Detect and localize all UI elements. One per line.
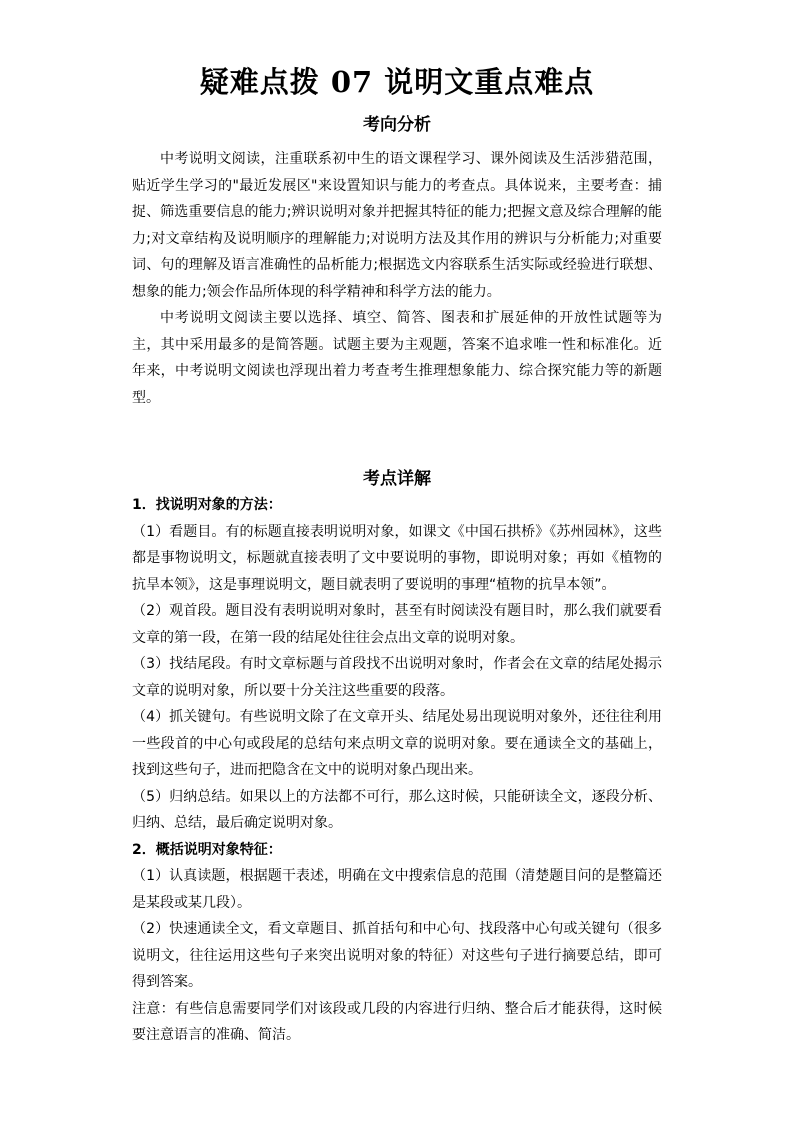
list-item: （3）找结尾段。有时文章标题与首段找不出说明对象时，作者会在文章的结尾处揭示文章的说明对象，所以要十分关注这些重要的段落。 (132, 656, 662, 699)
details-body (132, 492, 662, 1049)
list-item: （2）观首段。题目没有表明说明对象时，甚至有时阅读没有题目时，那么我们就要看文章的第一段，在第一段的结尾处往往会点出文章的说明对象。 (132, 603, 662, 646)
analysis-paragraph: 中考说明文阅读主要以选择、填空、简答、图表和扩展延伸的开放性试题等为主，其中采用最多的是简答题。试题主要为主观题，答案不追求唯一性和标准化。近年来，中考说明文阅读也浮现出着力考查考生推理想象能力、综合探究能力等的新题型。 (132, 310, 662, 406)
page-title: 疑难点拨 07 说明文重点难点 (199, 65, 595, 99)
list-item: （1）看题目。有的标题直接表明说明对象，如课文《中国石拱桥》《苏州园林》，这些都是事物说明文，标题就直接表明了文中要说明的事物，即说明对象；再如《植物的抗旱本领》，这是事理说明文，题目就表明了要说明的事理“植物的抗旱本领”。 (132, 523, 662, 593)
section-heading-analysis: 考向分析 (363, 115, 431, 135)
subsection-heading: 1．找说明对象的方法： (132, 497, 282, 513)
analysis-body (132, 146, 662, 411)
analysis-paragraph: 中考说明文阅读，注重联系初中生的语文课程学习、课外阅读及生活涉猎范围，贴近学生学习的"最近发展区"来设置知识与能力的考查点。具体说来，主要考查：捕捉、筛选重要信息的能力;辨识说明对象并把握其特征的能力;把握文意及综合理解的能力;对文章结构及说明顺序的理解能力;对说明方法及其作用的辨识与分析能力;对重要词、句的理解及语言准确性的品析能力;根据选文内容联系生活实际或经验进行联想、想象的能力;领会作品所体现的科学精神和科学方法的能力。 (132, 151, 662, 300)
list-item: （4）抓关键句。有些说明文除了在文章开头、结尾处易出现说明对象外，还往往利用一些段首的中心句或段尾的总结句来点明文章的说明对象。要在通读全文的基础上，找到这些句子，进而把隐含在文中的说明对象凸现出来。 (132, 709, 662, 778)
list-item: （2）快速通读全文，看文章题目、抓首括句和中心句、找段落中心句或关键句（很多说明文，往往运用这些句子来突出说明对象的特征）对这些句子进行摘要总结，即可得到答案。 (132, 921, 662, 990)
note-paragraph: 注意：有些信息需要同学们对该段或几段的内容进行归纳、整合后才能获得，这时候要注意语言的准确、简洁。 (132, 1000, 662, 1043)
list-item: （1）认真读题，根据题干表述，明确在文中搜索信息的范围（清楚题目问的是整篇还是某段或某几段）。 (132, 868, 662, 911)
list-item: （5）归纳总结。如果以上的方法都不可行，那么这时候，只能研读全文，逐段分析、归纳、总结，最后确定说明对象。 (132, 788, 662, 831)
section-heading-details: 考点详解 (363, 469, 431, 489)
subsection-heading: 2．概括说明对象特征： (132, 841, 282, 858)
